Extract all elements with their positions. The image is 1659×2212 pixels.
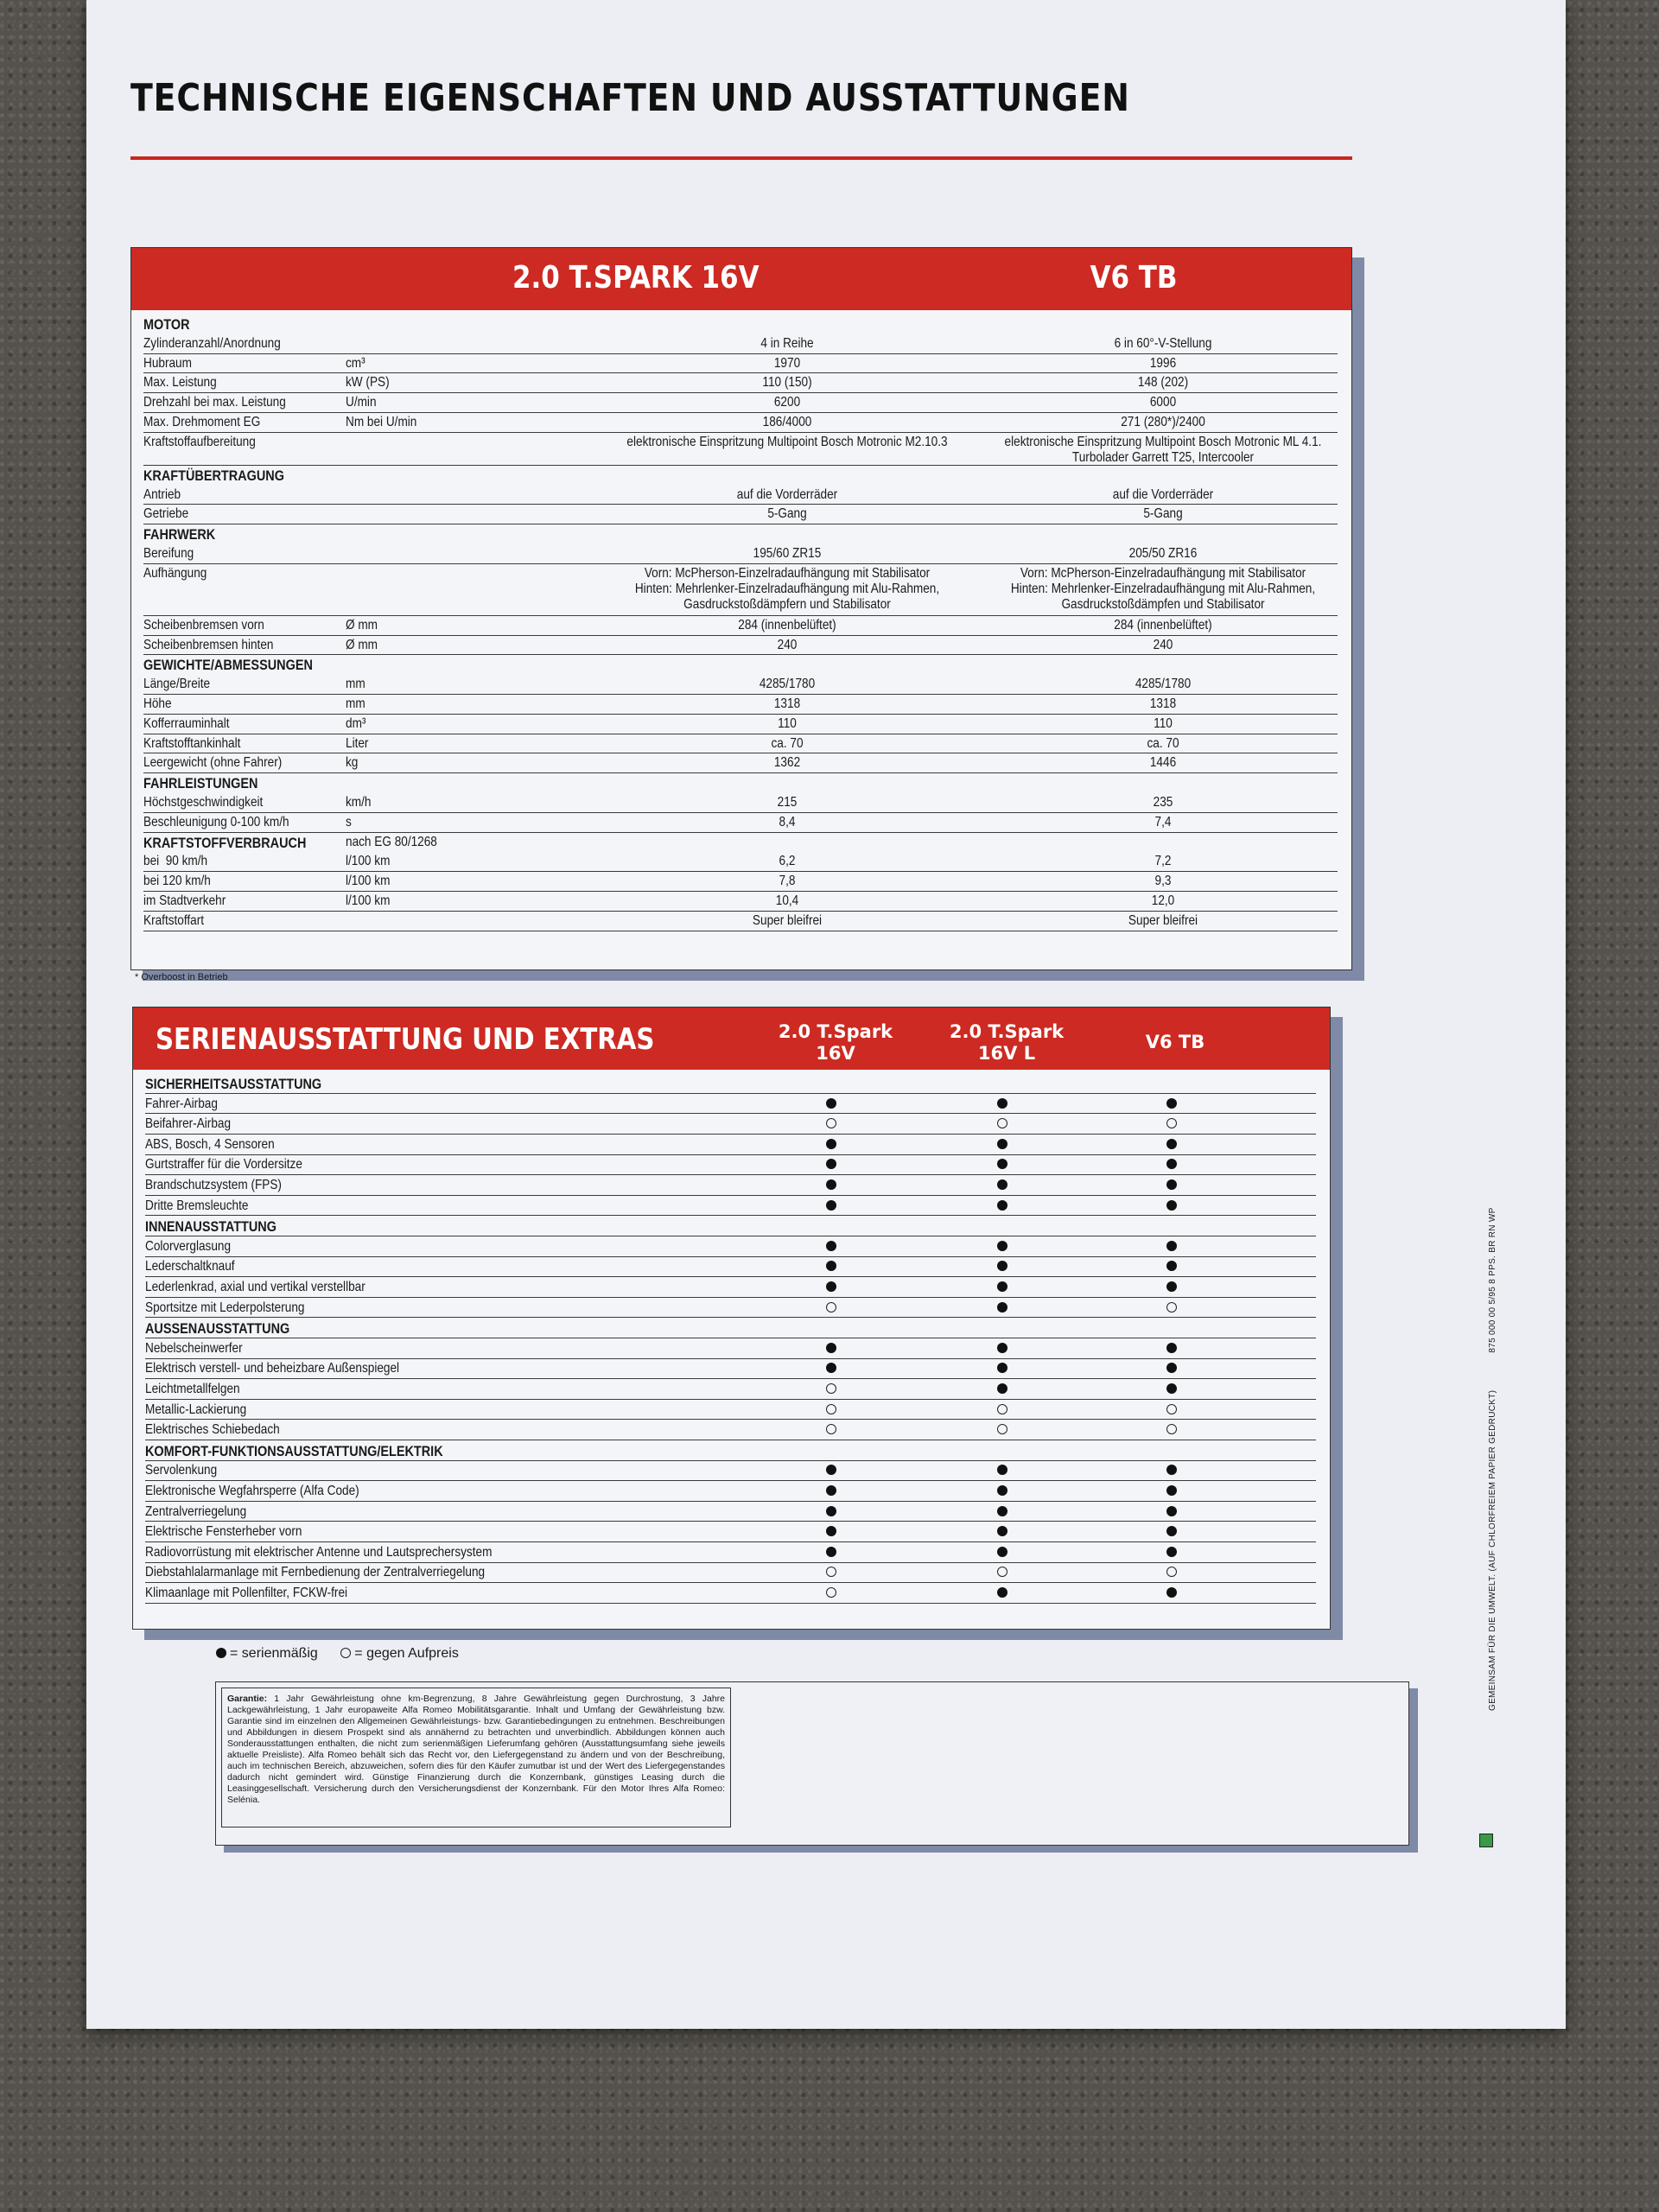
spec-value-tspark: Vorn: McPherson-Einzelradaufhängung mit Stabilisator Hinten: Mehrlenker-Einzelradaufhängung mit Alu-Rahmen, Gasdruckstoßdämpfern und Stabilisator: [634, 565, 940, 612]
standard-dot-icon: [826, 1261, 836, 1271]
spec-unit: kW (PS): [346, 375, 390, 391]
spec-value-v6tb: 4285/1780: [1135, 677, 1192, 692]
spec-value-v6tb: 5-Gang: [1143, 506, 1183, 522]
option-circle-icon: [997, 1567, 1007, 1577]
spec-row: [143, 911, 1338, 931]
equipment-row: [145, 1481, 1316, 1502]
standard-dot-icon: [1166, 1587, 1177, 1598]
spec-row: [143, 563, 1338, 616]
spec-value-v6tb: 7,4: [1154, 814, 1172, 830]
spec-label: FAHRLEISTUNGEN: [143, 775, 258, 792]
spec-value-tspark: 186/4000: [762, 415, 812, 429]
option-circle-icon: [826, 1383, 836, 1394]
equipment-label: Elektronische Wegfahrsperre (Alfa Code): [145, 1484, 359, 1498]
spec-row: [143, 792, 1338, 813]
standard-dot-icon: [997, 1363, 1007, 1373]
equipment-title: SERIENAUSSTATTUNG UND EXTRAS: [156, 1022, 655, 1057]
equipment-row: [145, 1256, 1316, 1277]
spec-unit: Nm bei U/min: [346, 415, 417, 429]
spec-value-v6tb: elektronische Einspritzung Multipoint Bosch Motronic ML 4.1. Turbolader Garrett T25, Intercooler: [1004, 434, 1322, 465]
spec-unit: kg: [346, 755, 359, 771]
spec-label: Max. Leistung: [143, 375, 217, 391]
warranty-text: 1 Jahr Gewährleistung ohne km-Begrenzung, 8 Jahre Gewährleistung gegen Durchrostung, 3 Jahre Lackgewährleistung, 1 Jahr europaweite Alfa Romeo Mobilitätsgarantie. Inhalt und Umfang der Gewährleistung bzw. Garantie sind im einzelnen den Allgemeinen Gewährleistungs- bzw. Garantiebedingungen zu entnehmen. Beschreibungen und Abbildungen in diesem Prospekt sind als annähernd zu betrachten und unverbindlich. Abbildungen können auch Sonderausstattungen enthalten, die nicht zum serienmäßigen Lieferumfang gehören (Ausstattungsumfang siehe jeweils aktuelle Preisliste). Alfa Romeo behält sich das Recht vor, den Liefergegenstand zu ändern und von der Beschreibung, auch im technischen Bereich, abzuweichen, sofern dies für den Käufer zumutbar ist und der Wert des Liefergegenstandes dadurch nicht gemindert wird. Günstige Finanzierung durch die Konzernbank, günstiges Leasing durch die Leasinggesellschaft. Versicherung durch den Versicherungsdienst der Konzernbank. Für den Motor Ihres Alfa Romeo: Selénia.: [227, 1694, 725, 1805]
standard-dot-icon: [1166, 1485, 1177, 1496]
spec-value-v6tb: 12,0: [1151, 893, 1175, 908]
equipment-row: [145, 1114, 1316, 1135]
equipment-row: [145, 1175, 1316, 1196]
equipment-label: Servolenkung: [145, 1463, 218, 1478]
spec-label: Aufhängung: [143, 565, 207, 581]
spec-label: Getriebe: [143, 506, 189, 522]
equipment-label: AUSSENAUSSTATTUNG: [145, 1320, 290, 1338]
equipment-section-heading: [145, 1318, 1316, 1338]
spec-row: [143, 694, 1338, 715]
equipment-label: Fahrer-Airbag: [145, 1096, 218, 1111]
spec-value-tspark: 4285/1780: [759, 677, 816, 692]
spec-label: Kraftstoffart: [143, 912, 205, 928]
spec-value-tspark: 240: [777, 637, 798, 652]
equipment-label: SICHERHEITSAUSSTATTUNG: [145, 1076, 322, 1092]
equipment-label: Diebstahlalarmanlage mit Fernbedienung der Zentralverriegelung: [145, 1565, 486, 1580]
spec-row: [143, 392, 1338, 413]
option-circle-icon: [826, 1424, 836, 1434]
warranty-frame: [215, 1681, 1409, 1846]
title-rule: [130, 156, 1352, 160]
equipment-row: [145, 1583, 1316, 1604]
spec-label: Kofferrauminhalt: [143, 715, 230, 731]
spec-value-v6tb: 1446: [1149, 755, 1177, 771]
page-title: TECHNISCHE EIGENSCHAFTEN UND AUSSTATTUNGEN: [130, 76, 1130, 120]
spec-value-tspark: Super bleifrei: [752, 912, 823, 928]
spec-value-tspark: 7,8: [779, 874, 796, 889]
col-header-tspark-16vl: 2.0 T.Spark 16V L: [949, 1021, 1065, 1064]
spec-label: FAHRWERK: [143, 526, 216, 543]
equipment-row: [145, 1094, 1316, 1115]
spec-label: Leergewicht (ohne Fahrer): [143, 755, 283, 771]
standard-dot-icon: [1166, 1281, 1177, 1292]
standard-dot-icon: [997, 1261, 1007, 1271]
spec-value-tspark: 284 (innenbelüftet): [738, 617, 836, 632]
spec-value-tspark: ca. 70: [771, 735, 804, 751]
equipment-row: [145, 1196, 1316, 1217]
spec-row: [143, 734, 1338, 754]
standard-dot-icon: [1166, 1139, 1177, 1149]
standard-dot-icon: [997, 1547, 1007, 1557]
spec-label: KRAFTÜBERTRAGUNG: [143, 467, 284, 484]
spec-label: Bereifung: [143, 546, 194, 561]
side-text-environment: GEMEINSAM FÜR DIE UMWELT. (AUF CHLORFREIEM PAPIER GEDRUCKT): [1488, 1389, 1497, 1711]
spec-unit: nach EG 80/1268: [346, 834, 437, 849]
spec-label: Länge/Breite: [143, 677, 211, 692]
spec-unit: l/100 km: [346, 893, 391, 908]
spec-value-v6tb: 205/50 ZR16: [1128, 546, 1198, 561]
col-header-v6tb: V6 TB: [1145, 1032, 1205, 1052]
spec-section-heading: [143, 465, 1338, 485]
equipment-row: [145, 1154, 1316, 1175]
equipment-label: Dritte Bremsleuchte: [145, 1198, 249, 1213]
spec-value-tspark: 8,4: [779, 814, 796, 830]
warranty-box: [221, 1688, 731, 1827]
spec-value-v6tb: 9,3: [1154, 874, 1172, 889]
spec-label: im Stadtverkehr: [143, 893, 226, 908]
option-circle-icon: [826, 1587, 836, 1598]
standard-dot-icon: [997, 1485, 1007, 1496]
equipment-label: Brandschutzsystem (FPS): [145, 1178, 282, 1192]
spec-section-heading: [143, 654, 1338, 674]
spec-label: bei 120 km/h: [143, 874, 211, 889]
spec-value-v6tb: 1996: [1149, 355, 1177, 371]
equipment-table-header: [133, 1007, 1330, 1070]
spec-unit: l/100 km: [346, 854, 391, 869]
standard-dot-icon: [997, 1506, 1007, 1516]
spec-value-v6tb: 6 in 60°-V-Stellung: [1114, 335, 1212, 351]
standard-dot-icon: [1166, 1506, 1177, 1516]
standard-dot-icon: [1166, 1383, 1177, 1394]
equipment-row: [145, 1542, 1316, 1563]
standard-dot-icon: [1166, 1526, 1177, 1536]
standard-dot-icon: [826, 1159, 836, 1169]
equipment-label: Lederlenkrad, axial und vertikal verstellbar: [145, 1280, 365, 1294]
equipment-row: [145, 1522, 1316, 1542]
spec-label: Beschleunigung 0-100 km/h: [143, 814, 289, 830]
spec-unit: mm: [346, 677, 365, 692]
standard-dot-icon: [1166, 1098, 1177, 1109]
warranty-label: Garantie:: [227, 1694, 268, 1704]
option-circle-icon: [826, 1404, 836, 1414]
equipment-row: [145, 1420, 1316, 1440]
spec-row: [143, 812, 1338, 833]
equipment-section-heading: [145, 1216, 1316, 1236]
spec-row: [143, 635, 1338, 656]
option-circle-icon: [997, 1118, 1007, 1128]
standard-dot-icon: [826, 1241, 836, 1251]
spec-value-v6tb: auf die Vorderräder: [1112, 486, 1214, 502]
spec-value-v6tb: 110: [1154, 715, 1173, 731]
option-circle-icon: [1166, 1567, 1177, 1577]
standard-dot-icon: [997, 1343, 1007, 1353]
spec-label: Scheibenbremsen vorn: [143, 617, 264, 632]
col-header-tspark: 2.0 T.SPARK 16V: [512, 260, 760, 296]
legend: [216, 1646, 478, 1662]
legend-option: = gegen Aufpreis: [354, 1646, 459, 1661]
equipment-label: Elektrische Fensterheber vorn: [145, 1524, 302, 1540]
standard-dot-icon: [997, 1241, 1007, 1251]
spec-row: [143, 504, 1338, 524]
standard-dot-icon: [826, 1465, 836, 1475]
spec-value-v6tb: 6000: [1149, 395, 1177, 410]
spec-value-v6tb: 148 (202): [1137, 375, 1189, 391]
spec-value-tspark: 10,4: [775, 893, 799, 908]
standard-dot-icon: [1166, 1241, 1177, 1251]
spec-row: [143, 891, 1338, 912]
spec-value-tspark: 110: [778, 715, 797, 731]
spec-value-tspark: 215: [777, 795, 798, 810]
spec-row: [143, 871, 1338, 892]
equipment-label: Nebelscheinwerfer: [145, 1340, 243, 1356]
spec-value-v6tb: Vorn: McPherson-Einzelradaufhängung mit Stabilisator Hinten: Mehrlenker-Einzelradaufhängung mit Alu-Rahmen, Gasdruckstoßdämpfen und Stabilisator: [1010, 565, 1316, 612]
spec-value-tspark: 1318: [773, 696, 801, 711]
spec-label: Zylinderanzahl/Anordnung: [143, 335, 281, 351]
equipment-label: Elektrisches Schiebedach: [145, 1422, 280, 1438]
spec-label: Antrieb: [143, 486, 181, 502]
equipment-label: Radiovorrüstung mit elektrischer Antenne und Lautsprechersystem: [145, 1544, 493, 1560]
equipment-row: [145, 1358, 1316, 1379]
standard-dot-icon: [826, 1526, 836, 1536]
standard-dot-icon: [1166, 1159, 1177, 1169]
standard-dot-icon: [826, 1485, 836, 1496]
standard-dot-icon: [997, 1383, 1007, 1394]
tech-specs-table: [130, 247, 1352, 970]
equipment-row: [145, 1135, 1316, 1155]
standard-dot-icon: [997, 1200, 1007, 1211]
equipment-label: Leichtmetallfelgen: [145, 1382, 240, 1396]
standard-dot-icon: [1166, 1465, 1177, 1475]
spec-unit: Ø mm: [346, 637, 378, 652]
option-circle-icon: [997, 1404, 1007, 1414]
spec-value-tspark: 110 (150): [762, 375, 812, 391]
equipment-label: Gurtstraffer für die Vordersitze: [145, 1157, 302, 1173]
spec-row: [143, 543, 1338, 564]
equipment-row: [145, 1502, 1316, 1522]
spec-label: Hubraum: [143, 355, 192, 371]
equipment-label: Klimaanlage mit Pollenfilter, FCKW-frei: [145, 1586, 348, 1600]
spec-label: bei 90 km/h: [143, 854, 208, 869]
equipment-row: [145, 1298, 1316, 1319]
equipment-row: [145, 1460, 1316, 1481]
equipment-label: Beifahrer-Airbag: [145, 1116, 232, 1132]
spec-label: Höhe: [143, 696, 172, 711]
equipment-label: KOMFORT-FUNKTIONSAUSSTATTUNG/ELEKTRIK: [145, 1442, 443, 1459]
spec-label: KRAFTSTOFFVERBRAUCH: [143, 834, 307, 851]
col-header-v6tb: V6 TB: [1090, 260, 1178, 296]
equipment-row: [145, 1562, 1316, 1583]
equipment-table: [132, 1007, 1331, 1630]
standard-dot-icon: [1166, 1179, 1177, 1190]
standard-dot-icon: [997, 1302, 1007, 1313]
spec-row: [143, 372, 1338, 393]
equipment-section-heading: [145, 1440, 1316, 1461]
spec-unit: cm³: [346, 355, 365, 371]
standard-dot-icon: [826, 1363, 836, 1373]
spec-unit: Liter: [346, 735, 369, 751]
spec-value-v6tb: 1318: [1149, 696, 1177, 711]
spec-section-heading: [143, 772, 1338, 792]
spec-unit: km/h: [346, 795, 372, 810]
option-circle-icon: [1166, 1424, 1177, 1434]
spec-value-tspark: 6200: [773, 395, 801, 410]
spec-value-v6tb: 271 (280*)/2400: [1121, 415, 1205, 429]
spec-value-tspark: 5-Gang: [767, 506, 807, 522]
standard-dot-icon: [997, 1159, 1007, 1169]
spec-label: Kraftstoffaufbereitung: [143, 434, 256, 449]
spec-label: Höchstgeschwindigkeit: [143, 795, 264, 810]
spec-row: [143, 674, 1338, 695]
standard-dot-icon: [1166, 1363, 1177, 1373]
spec-value-tspark: 1362: [773, 755, 801, 771]
equipment-row: [145, 1338, 1316, 1359]
spec-row: [143, 432, 1338, 466]
standard-dot-icon: [997, 1098, 1007, 1109]
equipment-label: Lederschaltknauf: [145, 1259, 235, 1274]
spec-value-v6tb: ca. 70: [1147, 735, 1179, 751]
option-circle-icon: [826, 1567, 836, 1577]
equipment-row: [145, 1379, 1316, 1400]
standard-dot-icon: [997, 1465, 1007, 1475]
spec-label: Drehzahl bei max. Leistung: [143, 395, 286, 410]
spec-value-tspark: 6,2: [779, 854, 796, 869]
spec-unit: U/min: [346, 395, 377, 410]
equipment-label: Sportsitze mit Lederpolsterung: [145, 1300, 305, 1315]
spec-section-heading: [143, 314, 1338, 334]
option-circle-icon: [997, 1424, 1007, 1434]
standard-dot-icon: [826, 1139, 836, 1149]
spec-row: [143, 485, 1338, 505]
equipment-row: [145, 1277, 1316, 1298]
standard-dot-icon: [1166, 1343, 1177, 1353]
side-text-code: 875 000 00 5/95 8 PPS. BR RN WP: [1488, 1207, 1497, 1353]
standard-dot-icon: [1166, 1261, 1177, 1271]
equipment-label: INNENAUSSTATTUNG: [145, 1218, 276, 1236]
standard-dot-icon: [997, 1179, 1007, 1190]
spec-value-tspark: auf die Vorderräder: [736, 486, 838, 502]
spec-value-tspark: 1970: [773, 355, 801, 371]
spec-row: [143, 753, 1338, 773]
legend-standard: = serienmäßig: [230, 1646, 318, 1661]
standard-dot-icon: [1166, 1200, 1177, 1211]
spec-row: [143, 714, 1338, 734]
spec-unit: Ø mm: [346, 617, 378, 632]
spec-label: Max. Drehmoment EG: [143, 415, 261, 429]
spec-unit: dm³: [346, 715, 366, 731]
standard-dot-icon: [997, 1587, 1007, 1598]
spec-row: [143, 353, 1338, 374]
equipment-label: Colorverglasung: [145, 1238, 232, 1254]
standard-dot-icon: [826, 1200, 836, 1211]
standard-dot-icon: [997, 1139, 1007, 1149]
spec-row: [143, 334, 1338, 354]
spec-value-v6tb: 284 (innenbelüftet): [1114, 617, 1212, 632]
spec-row: [143, 851, 1338, 872]
tech-table-header: [131, 248, 1351, 310]
standard-dot-icon: [1166, 1547, 1177, 1557]
spec-unit: l/100 km: [346, 874, 391, 889]
spec-value-tspark: elektronische Einspritzung Multipoint Bosch Motronic M2.10.3: [626, 434, 948, 449]
spec-label: MOTOR: [143, 316, 190, 333]
spec-label: GEWICHTE/ABMESSUNGEN: [143, 657, 313, 674]
spec-unit: s: [346, 814, 352, 830]
equipment-section-heading: [145, 1073, 1316, 1094]
equipment-label: ABS, Bosch, 4 Sensoren: [145, 1136, 275, 1152]
option-circle-icon: [1166, 1404, 1177, 1414]
recycling-logo-icon: [1479, 1834, 1493, 1847]
standard-dot-icon: [997, 1281, 1007, 1292]
standard-dot-icon: [826, 1343, 836, 1353]
standard-dot-icon: [826, 1098, 836, 1109]
equipment-label: Zentralverriegelung: [145, 1503, 247, 1519]
spec-value-tspark: 4 in Reihe: [760, 335, 814, 351]
standard-dot-icon: [826, 1506, 836, 1516]
standard-dot-icon: [997, 1526, 1007, 1536]
spec-row: [143, 615, 1338, 636]
spec-label: Kraftstofftankinhalt: [143, 735, 241, 751]
spec-unit: mm: [346, 696, 365, 711]
equipment-label: Elektrisch verstell- und beheizbare Außenspiegel: [145, 1361, 400, 1376]
equipment-row: [145, 1400, 1316, 1421]
spec-value-v6tb: 235: [1153, 795, 1173, 810]
spec-value-v6tb: 240: [1153, 637, 1173, 652]
option-circle-icon: [1166, 1302, 1177, 1313]
footnote: * Overboost in Betrieb: [135, 972, 228, 982]
equipment-label: Metallic-Lackierung: [145, 1402, 247, 1417]
option-circle-icon: [826, 1118, 836, 1128]
option-circle-icon: [340, 1648, 351, 1658]
equipment-row: [145, 1236, 1316, 1257]
standard-dot-icon: [826, 1179, 836, 1190]
standard-dot-icon: [216, 1648, 226, 1658]
standard-dot-icon: [826, 1547, 836, 1557]
spec-row: [143, 412, 1338, 433]
side-print-info: [1488, 1207, 1497, 1711]
option-circle-icon: [1166, 1118, 1177, 1128]
spec-label: Scheibenbremsen hinten: [143, 637, 274, 652]
standard-dot-icon: [826, 1281, 836, 1292]
spec-value-v6tb: 7,2: [1154, 854, 1172, 869]
spec-value-v6tb: Super bleifrei: [1128, 912, 1198, 928]
option-circle-icon: [826, 1302, 836, 1313]
spec-section-heading: [143, 524, 1338, 543]
col-header-tspark-16v: 2.0 T.Spark 16V: [778, 1021, 893, 1064]
spec-section-heading: [143, 832, 1338, 852]
spec-value-tspark: 195/60 ZR15: [753, 546, 822, 561]
